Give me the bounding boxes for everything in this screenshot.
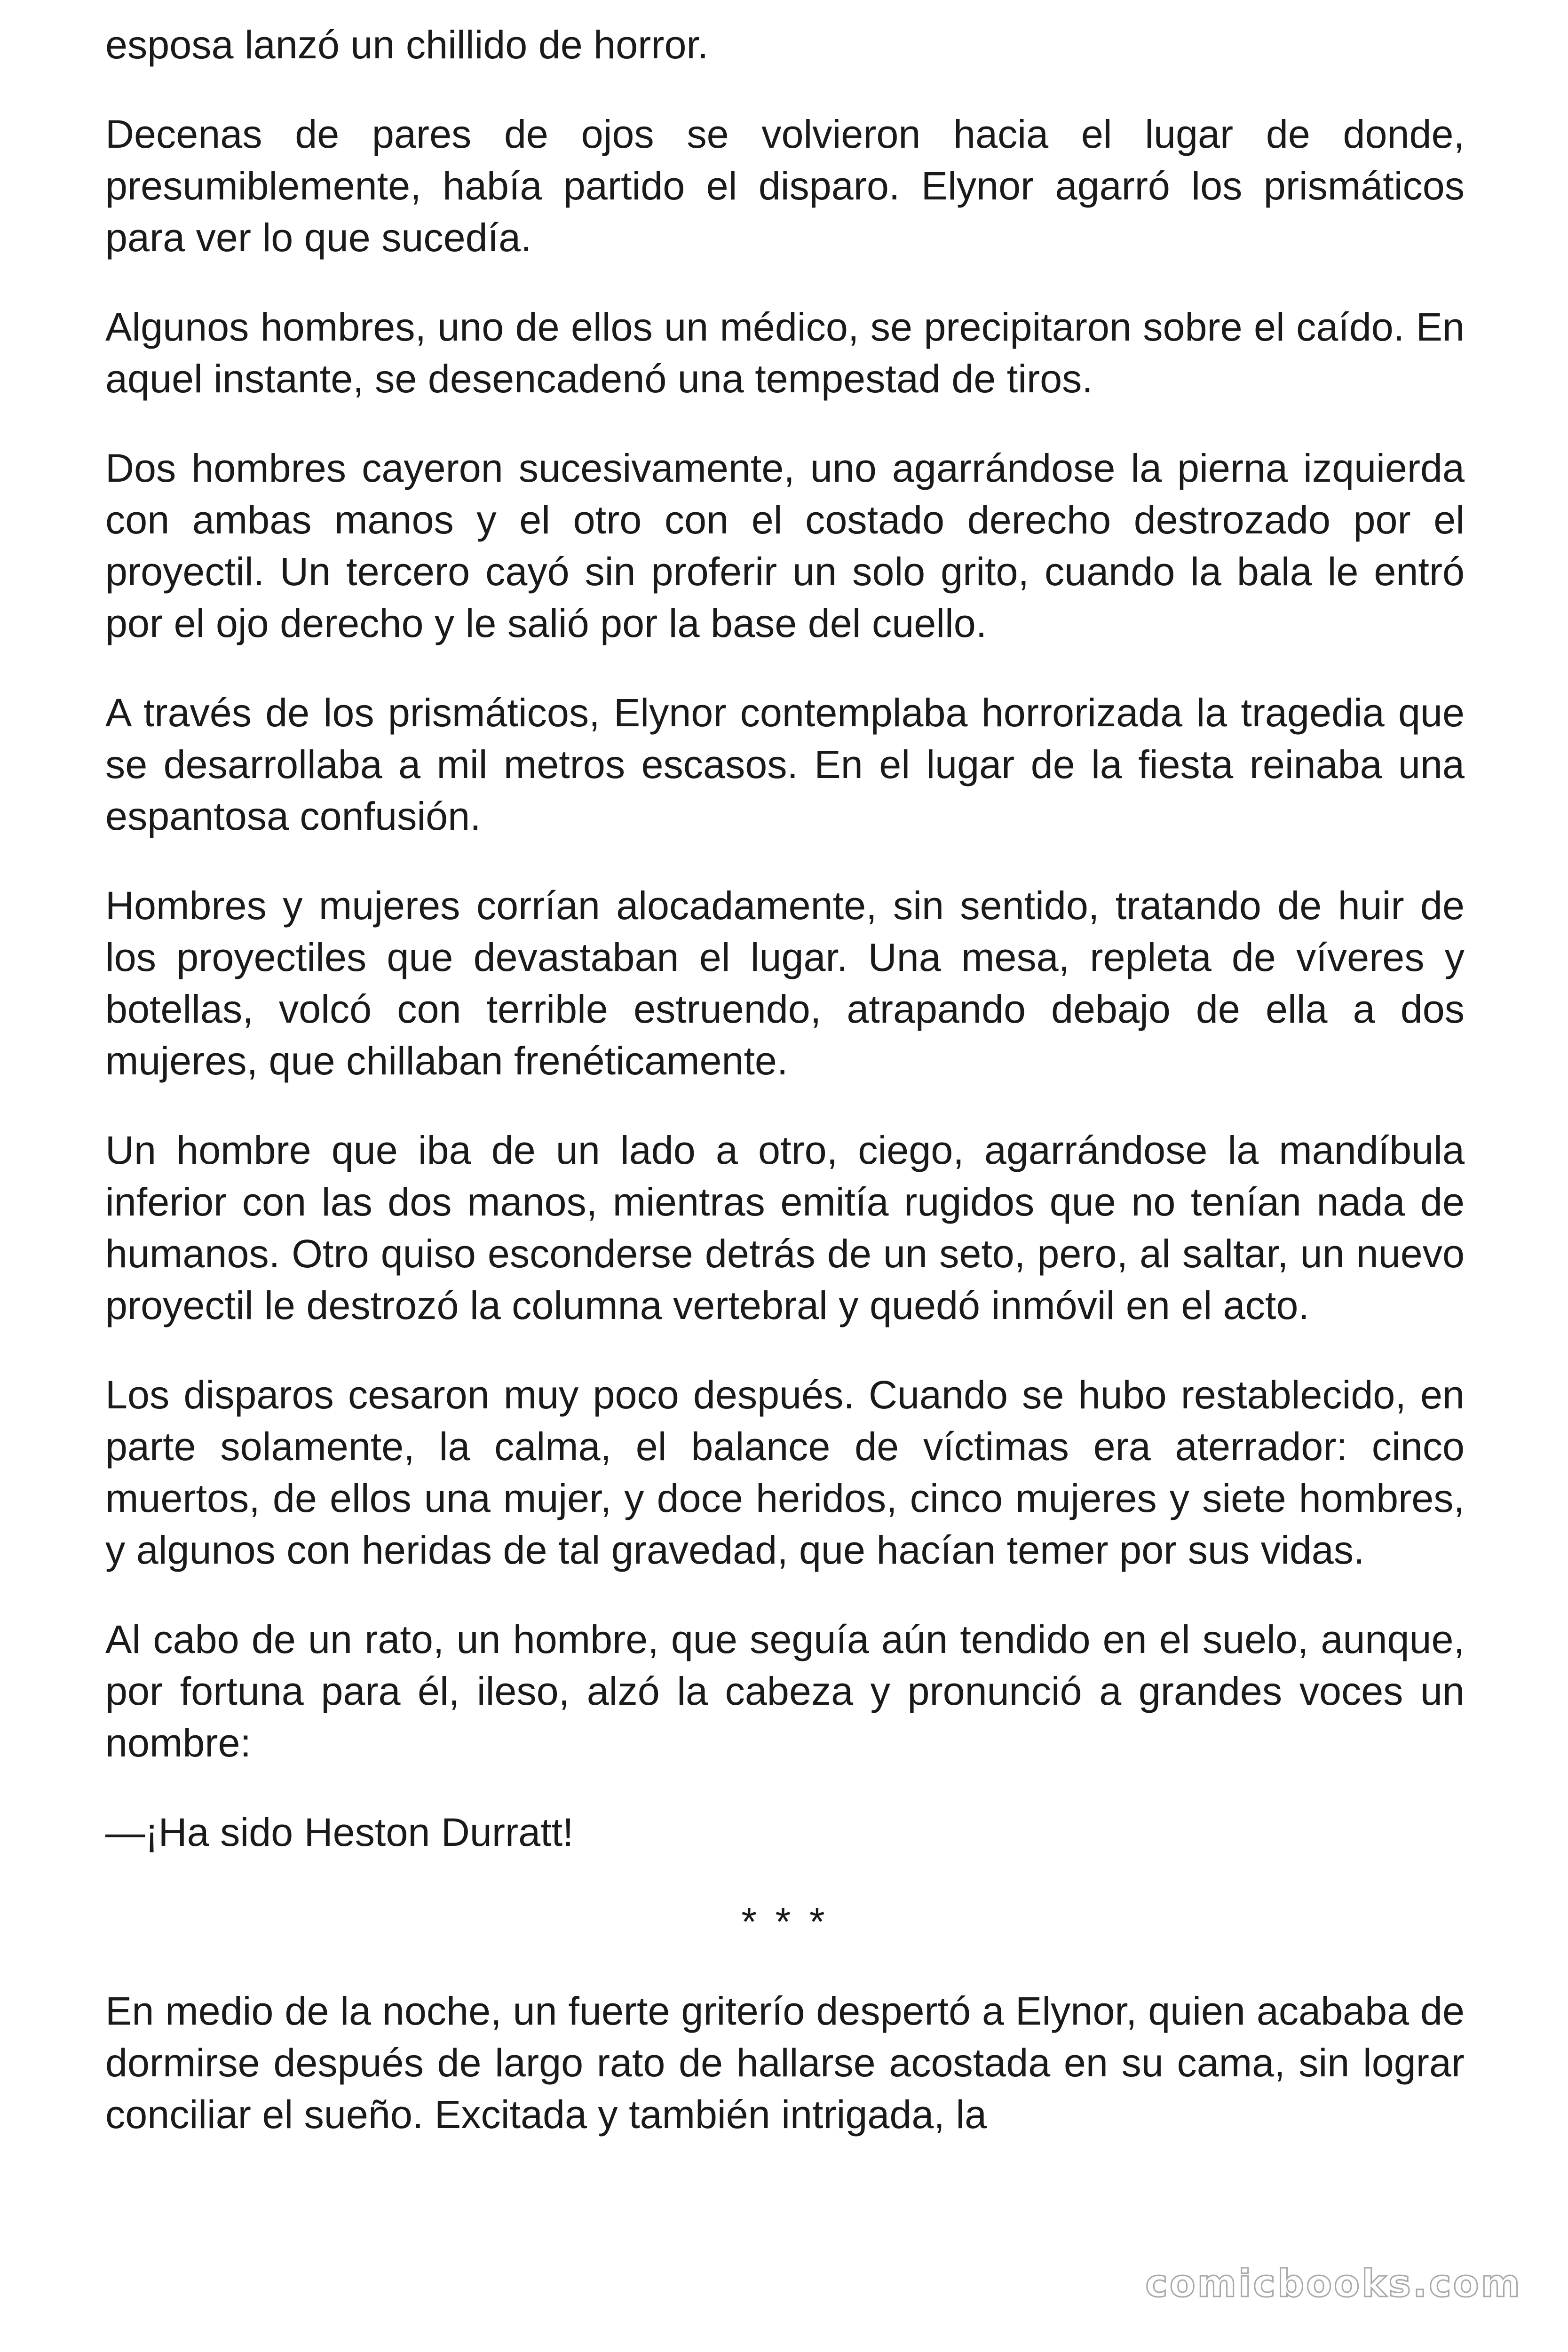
closing-paragraph: En medio de la noche, un fuerte griterío despertó a Elynor, quien acababa de dormirse después de largo rato de hallarse acostada en su cama, sin lograr conciliar el sueño. Excitada y también intrigada, la xyxy=(105,1989,1465,2137)
paragraph-8: Los disparos cesaron muy poco después. Cuando se hubo restablecido, en parte solamente, la calma, el balance de víctimas era aterrador: cinco muertos, de ellos una mujer, y doce heridos, cinco mujeres y siete hombres, y algunos con heridas de tal gravedad, que hacían temer por sus vidas. xyxy=(105,1373,1465,1572)
paragraph-3: Algunos hombres, uno de ellos un médico, se precipitaron sobre el caído. En aquel instante, se desencadenó una tempestad de tiros. xyxy=(105,305,1465,401)
paragraph-7: Un hombre que iba de un lado a otro, ciego, agarrándose la mandíbula inferior con las dos manos, mientras emitía rugidos que no tenían nada de humanos. Otro quiso esconderse detrás de un seto, pero, al saltar, un nuevo proyectil le destrozó la columna vertebral y quedó inmóvil en el acto. xyxy=(105,1128,1465,1327)
paragraph-4: Dos hombres cayeron sucesivamente, uno agarrándose la pierna izquierda con ambas manos y el otro con el costado derecho destrozado por el proyectil. Un tercero cayó sin proferir un solo grito, cuando la bala le entró por el ojo derecho y le salió por la base del cuello. xyxy=(105,446,1465,645)
dialogue-line: —¡Ha sido Heston Durratt! xyxy=(105,1810,574,1854)
paragraph-5: A través de los prismáticos, Elynor contemplaba horrorizada la tragedia que se desarrollaba a mil metros escasos. En el lugar de la fiesta reinaba una espantosa confusión. xyxy=(105,691,1465,838)
watermark: comicbooks.com xyxy=(1141,2262,1526,2305)
paragraph-1: esposa lanzó un chillido de horror. xyxy=(105,23,709,67)
paragraph-6: Hombres y mujeres corrían alocadamente, sin sentido, tratando de huir de los proyectiles que devastaban el lugar. Una mesa, repleta de víveres y botellas, volcó con terrible estruendo, atrapando debajo de ella a dos mujeres, que chillaban frenéticamente. xyxy=(105,883,1465,1083)
body-text xyxy=(105,19,1465,2178)
scene-break: * * * xyxy=(741,1899,829,1944)
paragraph-2: Decenas de pares de ojos se volvieron hacia el lugar de donde, presumiblemente, había partido el disparo. Elynor agarró los prismáticos para ver lo que sucedía. xyxy=(105,112,1465,260)
paragraph-9: Al cabo de un rato, un hombre, que seguía aún tendido en el suelo, aunque, por fortuna para él, ileso, alzó la cabeza y pronunció a grandes voces un nombre: xyxy=(105,1617,1465,1765)
